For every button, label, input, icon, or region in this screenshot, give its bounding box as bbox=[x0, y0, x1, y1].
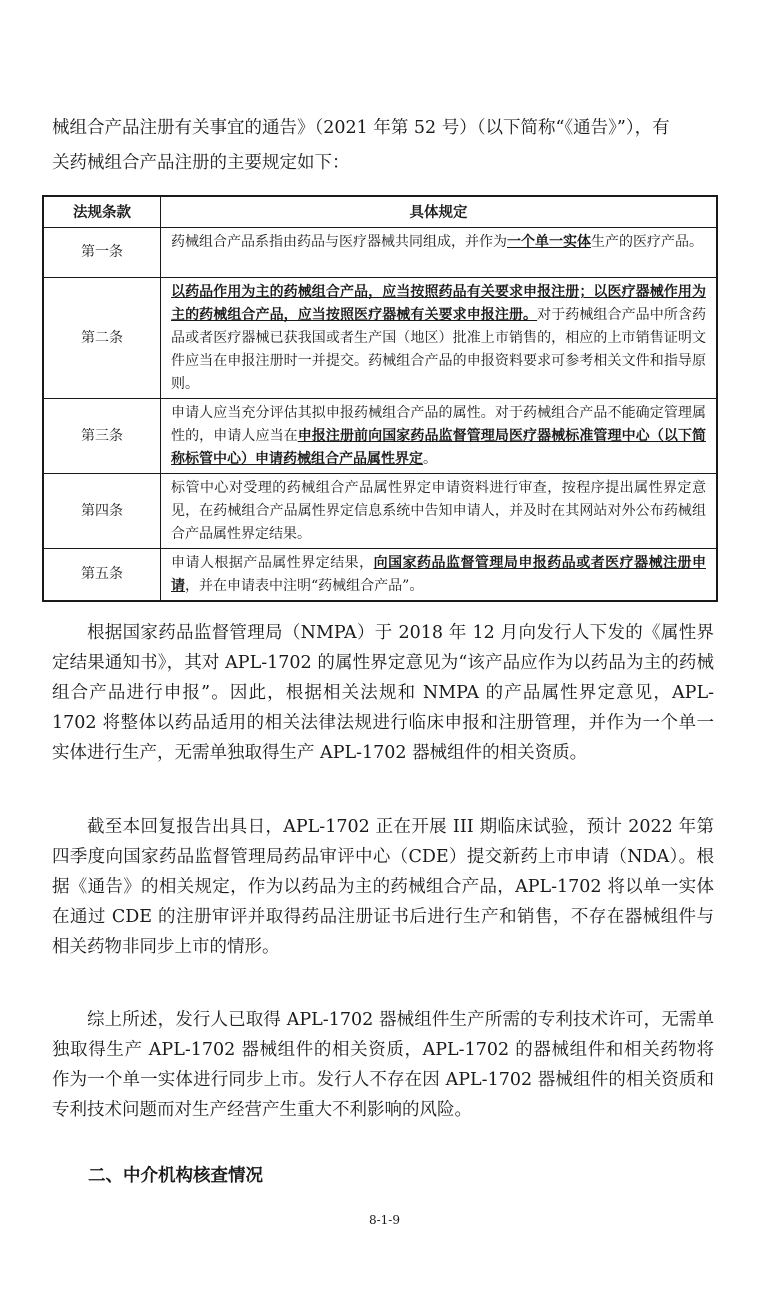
provision-text: 申请人根据产品属性界定结果， bbox=[171, 555, 374, 571]
provision-text: ，并在申请表中注明“药械组合产品”。 bbox=[185, 578, 424, 594]
article-cell: 第一条 bbox=[43, 228, 161, 278]
article-cell: 第三条 bbox=[43, 399, 161, 474]
provision-cell bbox=[161, 278, 718, 399]
article-cell: 第二条 bbox=[43, 278, 161, 399]
column-header-provision: 具体规定 bbox=[161, 196, 718, 228]
article-cell: 第四条 bbox=[43, 474, 161, 549]
emphasized-provision-text: 一个单一实体 bbox=[507, 234, 591, 250]
paragraph-conclusion: 综上所述，发行人已取得 APL-1702 器械组件生产所需的专利技术许可，无需单独取得生产 APL-1702 器械组件的相关资质，APL-1702 的器械组件和相关药物将作为一个单一实体进行同步上市。发行人不存在因 APL-1702 器械组件的相关资质和专利技术问题而对生产经营产生重大不利影响的风险。 bbox=[52, 1010, 714, 1120]
regulations-table bbox=[42, 195, 718, 602]
paragraph-nmpa-classification: 根据国家药品监督管理局（NMPA）于 2018 年 12 月向发行人下发的《属性界定结果通知书》，其对 APL-1702 的属性界定意见为“该产品应作为以药品为主的药械组合产品进行申报”。因此，根据相关法规和 NMPA 的产品属性界定意见，APL-1702 将整体以药品适用的相关法律法规进行临床申报和注册管理，并作为一个单一实体进行生产，无需单独取得生产 APL-1702 器械组件的相关资质。 bbox=[52, 623, 714, 763]
provision-text: 药械组合产品系指由药品与医疗器械共同组成，并作为 bbox=[171, 234, 507, 250]
provision-cell bbox=[161, 228, 718, 278]
emphasized-provision-text: 以药品作用为主的药械组合产品，应当按照药品有关要求申报注册；以医疗器械作用为主的药械组合产品，应当按照医疗器械有关要求申报注册。 bbox=[171, 284, 706, 323]
provision-cell bbox=[161, 474, 718, 549]
table-header-row bbox=[43, 196, 717, 228]
intro-line-2: 关药械组合产品注册的主要规定如下： bbox=[52, 153, 350, 173]
emphasized-provision-text: 向国家药品监督管理局申报药品或者医疗器械注册申请 bbox=[171, 555, 707, 594]
provision-text: 标管中心对受理的药械组合产品属性界定申请资料进行审查，按程序提出属性界定意见，在药械组合产品属性界定信息系统中告知申请人，并及时在其网站对外公布药械组合产品属性界定结果。 bbox=[171, 480, 706, 542]
provision-text: 生产的医疗产品。 bbox=[591, 234, 703, 250]
table-row bbox=[43, 549, 717, 602]
provision-cell bbox=[161, 399, 718, 474]
emphasized-provision-text: 申报注册前向国家药品监督管理局医疗器械标准管理中心（以下简称标管中心）申请药械组合产品属性界定 bbox=[171, 428, 707, 467]
intro-line-1: 械组合产品注册有关事宜的通告》（2021 年第 52 号）（以下简称“《通告》”），有 bbox=[52, 118, 670, 138]
provision-text: 申请人应当充分评估其拟申报药械组合产品的属性。对于药械组合产品不能确定管理属性的，申请人应当在 bbox=[171, 405, 706, 444]
section-heading: 二、中介机构核查情况 bbox=[88, 1166, 263, 1186]
provision-cell bbox=[161, 549, 718, 602]
paragraph-clinical-trial-status: 截至本回复报告出具日，APL-1702 正在开展 III 期临床试验，预计 2022 年第四季度向国家药品监督管理局药品审评中心（CDE）提交新药上市申请（NDA）。根据《通告》的相关规定，作为以药品为主的药械组合产品，APL-1702 将以单一实体在通过 CDE 的注册审评并取得药品注册证书后进行生产和销售，不存在器械组件与相关药物非同步上市的情形。 bbox=[52, 817, 714, 957]
provision-text: 。 bbox=[423, 451, 437, 467]
provision-text: 对于药械组合产品中所含药品或者医疗器械已获我国或者生产国（地区）批准上市销售的，相应的上市销售证明文件应当在申报注册时一并提交。药械组合产品的申报资料要求可参考相关文件和指导原则。 bbox=[171, 307, 707, 392]
page-number: 8-1-9 bbox=[368, 1213, 400, 1227]
table-row bbox=[43, 399, 717, 474]
table-row bbox=[43, 474, 717, 549]
article-cell: 第五条 bbox=[43, 549, 161, 602]
table-row bbox=[43, 228, 717, 278]
table-row bbox=[43, 278, 717, 399]
column-header-article: 法规条款 bbox=[43, 196, 161, 228]
